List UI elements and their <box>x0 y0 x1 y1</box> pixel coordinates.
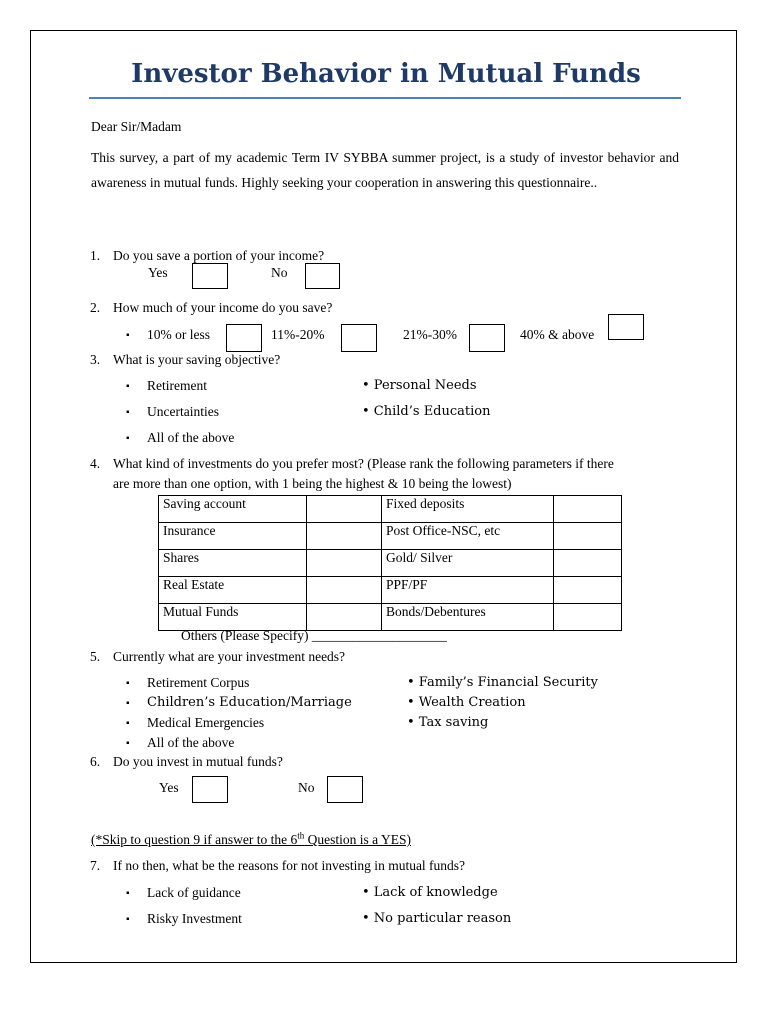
q2-option-checkbox[interactable] <box>226 324 262 352</box>
q5-bullet: ▪ <box>126 718 130 729</box>
investment-label: Gold/ Silver <box>382 550 554 577</box>
investment-label: Real Estate <box>159 577 307 604</box>
investment-label: Insurance <box>159 523 307 550</box>
investment-rank-table <box>158 495 622 631</box>
rank-input-cell[interactable] <box>554 577 622 604</box>
q2-option-label: 40% & above <box>520 327 595 342</box>
rank-input-cell[interactable] <box>307 577 382 604</box>
skip-note <box>91 832 411 848</box>
q5-option-label: Medical Emergencies <box>147 715 265 730</box>
salutation: Dear Sir/Madam <box>91 119 182 134</box>
investment-label: PPF/PF <box>382 577 554 604</box>
rank-input-cell[interactable] <box>307 550 382 577</box>
q4-text-line1: What kind of investments do you prefer most? (Please rank the following parameters if there <box>113 456 614 471</box>
table-row <box>159 523 622 550</box>
rank-input-cell[interactable] <box>307 496 382 523</box>
q4-others-field[interactable]: Others (Please Specify) ____________________ <box>181 628 447 643</box>
investment-label: Mutual Funds <box>159 604 307 631</box>
q5-option-label: All of the above <box>147 735 235 750</box>
skip-note-text: Question is a YES) <box>304 832 411 847</box>
q4-number: 4. <box>90 456 101 471</box>
q6-yes-checkbox[interactable] <box>192 776 228 803</box>
q6-text: Do you invest in mutual funds? <box>113 754 283 769</box>
q1-no-checkbox[interactable] <box>305 263 340 289</box>
table-row <box>159 550 622 577</box>
rank-input-cell[interactable] <box>554 550 622 577</box>
title-underline <box>89 97 681 99</box>
rank-input-cell[interactable] <box>307 523 382 550</box>
q4-text-line2: are more than one option, with 1 being the highest & 10 being the lowest) <box>113 476 512 491</box>
q3-option-label: All of the above <box>147 430 235 445</box>
q2-option-label: 21%-30% <box>403 327 457 342</box>
q5-bullet: ▪ <box>126 698 130 709</box>
q7-option-label: • Lack of knowledge <box>362 885 498 900</box>
investment-label: Saving account <box>159 496 307 523</box>
q5-bullet: ▪ <box>126 678 130 689</box>
q3-option-label: • Child’s Education <box>362 404 491 419</box>
investment-label: Shares <box>159 550 307 577</box>
investment-label: Fixed deposits <box>382 496 554 523</box>
q5-option-label: Children’s Education/Marriage <box>147 695 352 710</box>
table-row <box>159 604 622 631</box>
q5-bullet: ▪ <box>126 738 130 749</box>
q1-no-label: No <box>271 265 288 280</box>
q3-bullet: ▪ <box>126 407 130 418</box>
q5-option-label: Retirement Corpus <box>147 675 250 690</box>
q1-yes-label: Yes <box>148 265 168 280</box>
q3-option-label: Uncertainties <box>147 404 219 419</box>
questionnaire-page <box>30 30 737 963</box>
rank-input-cell[interactable] <box>554 496 622 523</box>
q7-option-label: • No particular reason <box>362 911 512 926</box>
q2-option-label: 10% or less <box>147 327 210 342</box>
page-title: Investor Behavior in Mutual Funds <box>131 59 641 89</box>
rank-input-cell[interactable] <box>554 523 622 550</box>
q2-option-label: 11%-20% <box>271 327 325 342</box>
q5-number: 5. <box>90 649 101 664</box>
investment-label: Bonds/Debentures <box>382 604 554 631</box>
investment-label: Post Office-NSC, etc <box>382 523 554 550</box>
q6-no-checkbox[interactable] <box>327 776 363 803</box>
q2-number: 2. <box>90 300 101 315</box>
q7-number: 7. <box>90 858 101 873</box>
q3-number: 3. <box>90 352 101 367</box>
q5-option-label: • Wealth Creation <box>407 695 526 710</box>
q1-text: Do you save a portion of your income? <box>113 248 325 263</box>
q5-option-label: • Tax saving <box>407 715 489 730</box>
q2-bullet: ▪ <box>126 330 130 341</box>
q3-bullet: ▪ <box>126 381 130 392</box>
q5-text: Currently what are your investment needs? <box>113 649 346 664</box>
q7-bullet: ▪ <box>126 888 130 899</box>
q3-text: What is your saving objective? <box>113 352 281 367</box>
q6-number: 6. <box>90 754 101 769</box>
q1-number: 1. <box>90 248 101 263</box>
intro-paragraph: This survey, a part of my academic Term IV SYBBA summer project, is a study of investor behavior and awareness in mutual funds. Highly seeking your cooperation in answering this questionnaire.. <box>91 150 679 190</box>
q2-option-checkbox[interactable] <box>341 324 377 352</box>
rank-input-cell[interactable] <box>554 604 622 631</box>
table-row <box>159 577 622 604</box>
q7-option-label: Risky Investment <box>147 911 242 926</box>
q3-option-label: Retirement <box>147 378 207 393</box>
skip-note-text: (*Skip to question 9 if answer to the 6 <box>91 832 298 847</box>
q2-option-checkbox[interactable] <box>469 324 505 352</box>
q7-option-label: Lack of guidance <box>147 885 241 900</box>
q7-text: If no then, what be the reasons for not investing in mutual funds? <box>113 858 466 873</box>
table-row <box>159 496 622 523</box>
q3-option-label: • Personal Needs <box>362 378 477 393</box>
q3-bullet: ▪ <box>126 433 130 444</box>
rank-input-cell[interactable] <box>307 604 382 631</box>
q7-bullet: ▪ <box>126 914 130 925</box>
q6-no-label: No <box>298 780 315 795</box>
q2-text: How much of your income do you save? <box>113 300 333 315</box>
skip-note-sup: th <box>297 830 305 841</box>
q5-option-label: • Family’s Financial Security <box>407 675 598 690</box>
q6-yes-label: Yes <box>159 780 179 795</box>
q2-option-checkbox[interactable] <box>608 314 644 340</box>
q1-yes-checkbox[interactable] <box>192 263 228 289</box>
